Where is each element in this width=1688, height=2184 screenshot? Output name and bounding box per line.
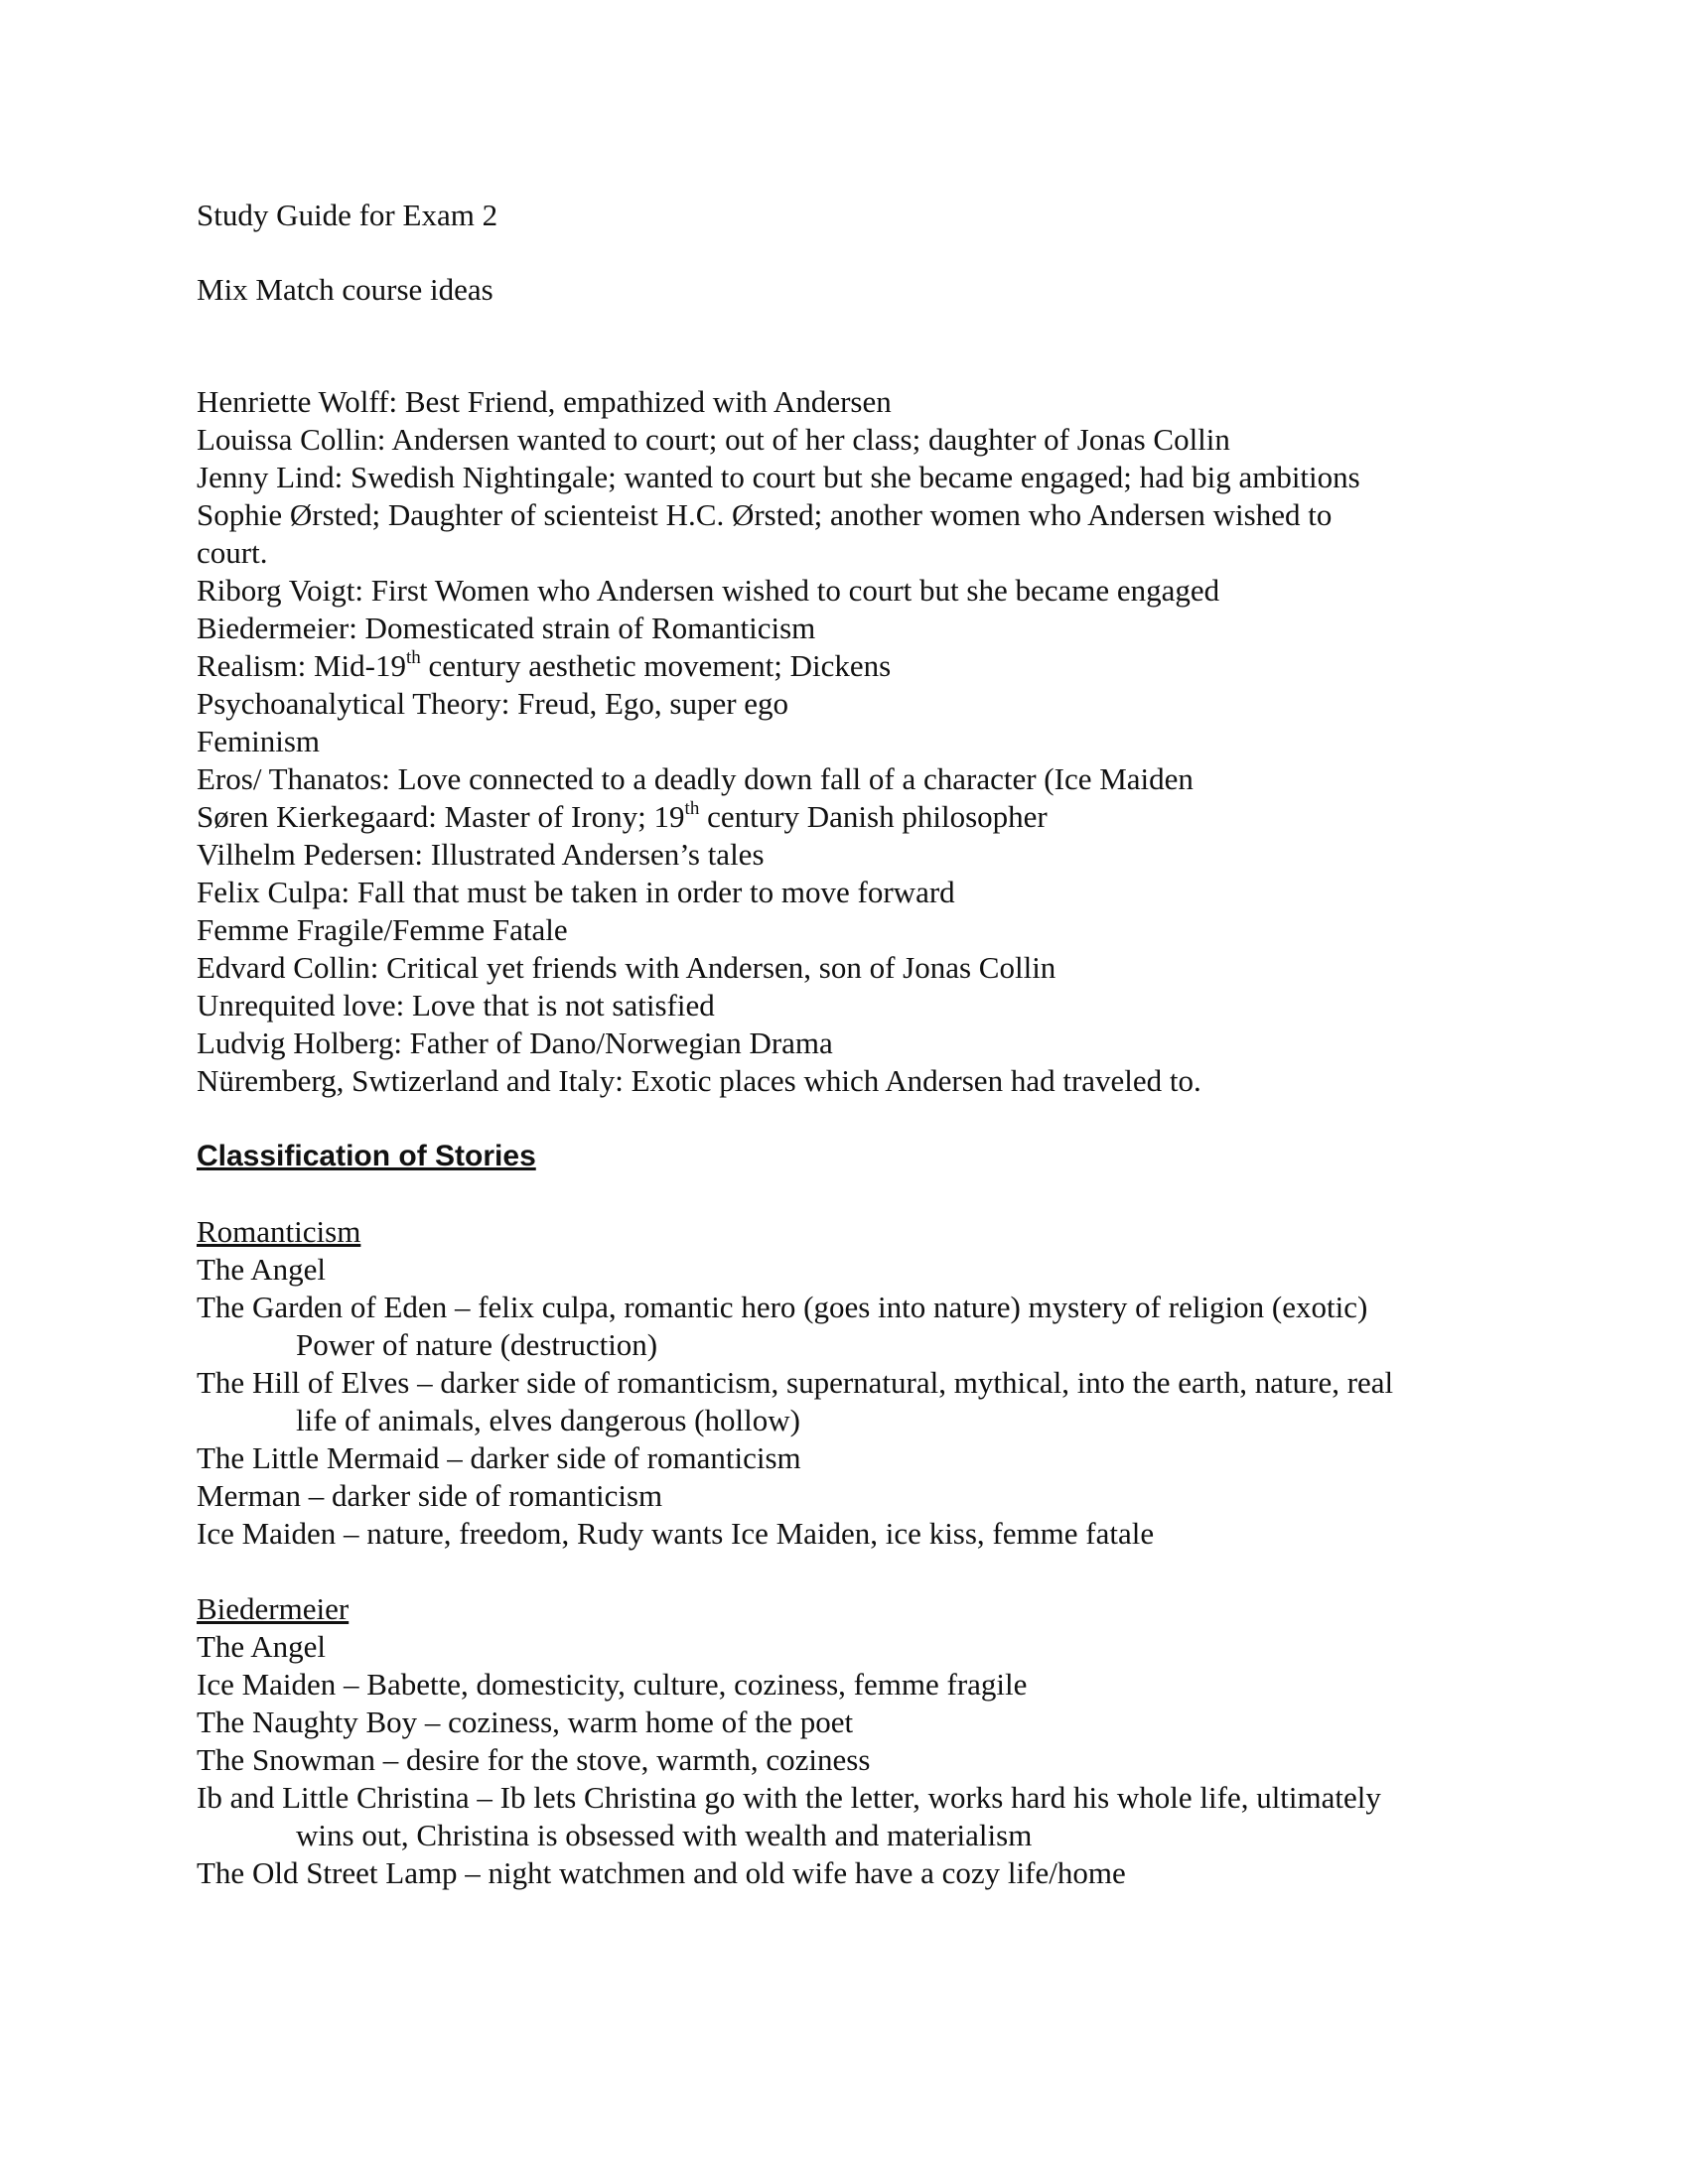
story-line: The Garden of Eden – felix culpa, romantic hero (goes into nature) mystery of religion (exotic) bbox=[197, 1290, 1368, 1324]
document-page bbox=[197, 197, 1527, 1892]
term-line: Femme Fragile/Femme Fatale bbox=[197, 912, 568, 947]
story-line: The Angel bbox=[197, 1629, 326, 1664]
document-title: Study Guide for Exam 2 bbox=[197, 198, 498, 232]
term-line bbox=[197, 798, 1527, 836]
story-line-continuation: wins out, Christina is obsessed with wealth and materialism bbox=[296, 1818, 1033, 1852]
section-title: Classification of Stories bbox=[197, 1140, 536, 1172]
biedermeier-list bbox=[197, 1628, 1527, 1892]
term-line: Vilhelm Pedersen: Illustrated Andersen’s tales bbox=[197, 837, 765, 872]
story-line: Ice Maiden – Babette, domesticity, culture, coziness, femme fragile bbox=[197, 1667, 1028, 1702]
superscript: th bbox=[405, 646, 421, 668]
terms-list bbox=[197, 383, 1527, 1100]
story-line: The Old Street Lamp – night watchmen and old wife have a cozy life/home bbox=[197, 1855, 1126, 1890]
biedermeier-heading: Biedermeier bbox=[197, 1591, 350, 1626]
story-line: The Hill of Elves – darker side of romanticism, supernatural, mythical, into the earth, nature, real bbox=[197, 1365, 1394, 1400]
story-line: The Angel bbox=[197, 1252, 326, 1287]
story-line: Ib and Little Christina – Ib lets Christina go with the letter, works hard his whole life, ultimately bbox=[197, 1780, 1381, 1815]
term-line: Louissa Collin: Andersen wanted to court; out of her class; daughter of Jonas Collin bbox=[197, 422, 1230, 457]
term-line: court. bbox=[197, 535, 268, 570]
term-line: Riborg Voigt: First Women who Andersen wished to court but she became engaged bbox=[197, 573, 1220, 608]
term-line: Edvard Collin: Critical yet friends with Andersen, son of Jonas Collin bbox=[197, 950, 1056, 985]
story-line: Ice Maiden – nature, freedom, Rudy wants Ice Maiden, ice kiss, femme fatale bbox=[197, 1516, 1155, 1551]
document-subtitle: Mix Match course ideas bbox=[197, 272, 493, 307]
superscript: th bbox=[684, 797, 700, 819]
term-line: Felix Culpa: Fall that must be taken in order to move forward bbox=[197, 875, 955, 909]
story-line: The Snowman – desire for the stove, warmth, coziness bbox=[197, 1742, 871, 1777]
term-line bbox=[197, 647, 1527, 685]
term-text: Søren Kierkegaard: Master of Irony; 19 bbox=[197, 799, 685, 834]
story-line-continuation: Power of nature (destruction) bbox=[296, 1327, 658, 1362]
term-line: Sophie Ørsted; Daughter of scienteist H.C. Ørsted; another women who Andersen wished to bbox=[197, 497, 1333, 532]
term-text: Realism: Mid-19 bbox=[197, 648, 406, 683]
term-line: Henriette Wolff: Best Friend, empathized with Andersen bbox=[197, 384, 892, 419]
term-line: Nüremberg, Swtizerland and Italy: Exotic places which Andersen had traveled to. bbox=[197, 1063, 1201, 1098]
term-text: century Danish philosopher bbox=[699, 799, 1048, 834]
story-line: The Little Mermaid – darker side of romanticism bbox=[197, 1440, 801, 1475]
term-line: Jenny Lind: Swedish Nightingale; wanted to court but she became engaged; had big ambitions bbox=[197, 460, 1360, 494]
story-line: The Naughty Boy – coziness, warm home of the poet bbox=[197, 1705, 854, 1739]
term-line: Ludvig Holberg: Father of Dano/Norwegian Drama bbox=[197, 1025, 833, 1060]
term-line: Feminism bbox=[197, 724, 321, 758]
story-line: Merman – darker side of romanticism bbox=[197, 1478, 663, 1513]
term-text: century aesthetic movement; Dickens bbox=[420, 648, 892, 683]
romanticism-heading: Romanticism bbox=[197, 1214, 361, 1249]
story-line-continuation: life of animals, elves dangerous (hollow) bbox=[296, 1403, 800, 1437]
term-line: Unrequited love: Love that is not satisfied bbox=[197, 988, 715, 1023]
term-line: Eros/ Thanatos: Love connected to a deadly down fall of a character (Ice Maiden bbox=[197, 761, 1194, 796]
romanticism-list bbox=[197, 1251, 1527, 1553]
term-line: Biedermeier: Domesticated strain of Romanticism bbox=[197, 611, 816, 645]
term-line: Psychoanalytical Theory: Freud, Ego, super ego bbox=[197, 686, 789, 721]
